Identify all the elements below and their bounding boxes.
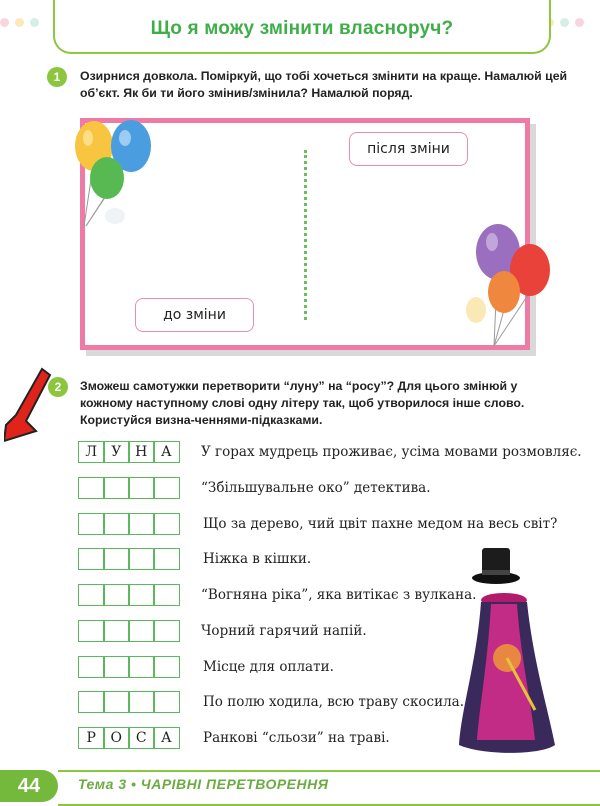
word-row	[78, 620, 178, 642]
divider-dotted-line	[304, 150, 307, 320]
page-number: 44	[0, 770, 58, 802]
clue-text: Чорний гарячий напій.	[201, 623, 367, 639]
task-number-1: 1	[47, 67, 67, 87]
word-row	[78, 548, 178, 570]
clue-text: “Збільшувальне око” детектива.	[201, 480, 431, 496]
clue-text: Ранкові “сльози” на траві.	[203, 730, 390, 746]
letter-cell[interactable]: Л	[78, 441, 105, 463]
clue-text: У горах мудрець проживає, усіма мовами розмовляє.	[201, 444, 582, 460]
letter-cell[interactable]	[128, 477, 155, 499]
letter-cell[interactable]	[153, 691, 180, 713]
letter-cell[interactable]	[128, 584, 155, 606]
letter-cell[interactable]	[103, 548, 130, 570]
letter-cell[interactable]: О	[103, 727, 130, 749]
decor-dots-left	[0, 14, 60, 28]
clue-text: Ніжка в кішки.	[203, 551, 312, 567]
clue-text: По полю ходила, всю траву скосила.	[203, 694, 464, 710]
red-arrow-icon	[4, 365, 56, 443]
magician-hat-cloak-icon	[455, 540, 575, 762]
letter-cell[interactable]	[128, 548, 155, 570]
letter-cell[interactable]: Р	[78, 727, 105, 749]
clue-text: Місце для оплати.	[203, 659, 334, 675]
decor-dots-right	[545, 14, 600, 28]
letter-cell[interactable]	[153, 620, 180, 642]
letter-cell[interactable]	[78, 584, 105, 606]
task-2-instructions: Зможеш самотужки перетворити “луну” на “росу”? Для цього змінюй у кожному наступному слові одну літеру так, щоб утворилося інше слово. Користуйся визна-ченнями-підказками.	[80, 379, 525, 427]
title-box	[53, 0, 551, 54]
letter-cell[interactable]	[128, 691, 155, 713]
letter-cell[interactable]	[78, 656, 105, 678]
letter-cell[interactable]	[153, 513, 180, 535]
word-row	[78, 513, 178, 535]
clue-text: Що за дерево, чий цвіт пахне медом на весь світ?	[203, 516, 558, 532]
letter-cell[interactable]	[128, 656, 155, 678]
letter-cell[interactable]: У	[103, 441, 130, 463]
letter-cell[interactable]: Н	[128, 441, 155, 463]
word-row	[78, 691, 178, 713]
letter-cell[interactable]	[78, 620, 105, 642]
word-row	[78, 441, 178, 463]
label-after-change: після зміни	[349, 132, 468, 166]
clue-text: “Вогняна ріка”, яка витікає з вулкана.	[201, 587, 477, 603]
word-row	[78, 584, 178, 606]
letter-cell[interactable]	[153, 477, 180, 499]
letter-cell[interactable]	[153, 584, 180, 606]
word-row	[78, 477, 178, 499]
letter-cell[interactable]	[103, 620, 130, 642]
letter-cell[interactable]	[128, 620, 155, 642]
letter-cell[interactable]	[103, 584, 130, 606]
letter-cell[interactable]	[78, 691, 105, 713]
letter-cell[interactable]	[128, 513, 155, 535]
letter-cell[interactable]: С	[128, 727, 155, 749]
footer-topic: Тема 3 • ЧАРІВНІ ПЕРЕТВОРЕННЯ	[78, 776, 329, 792]
letter-cell[interactable]: А	[153, 441, 180, 463]
word-row	[78, 727, 178, 749]
task-1-instructions: Озирнися довкола. Поміркуй, що тобі хочеться змінити на краще. Намалюй цей об’єкт. Як би ти його змінив/змінила? Намалюй поряд.	[80, 69, 568, 100]
letter-cell[interactable]	[103, 691, 130, 713]
task-number-2: 2	[48, 377, 68, 397]
letter-cell[interactable]	[103, 513, 130, 535]
letter-cell[interactable]	[103, 656, 130, 678]
page-title: Що я можу змінити власноруч?	[150, 18, 454, 39]
word-row	[78, 656, 178, 678]
balloons-icon-right	[462, 222, 556, 352]
balloons-icon-left	[70, 118, 160, 230]
letter-cell[interactable]: А	[153, 727, 180, 749]
letter-cell[interactable]	[78, 477, 105, 499]
letter-cell[interactable]	[78, 548, 105, 570]
letter-cell[interactable]	[153, 548, 180, 570]
label-before-change: до зміни	[135, 298, 254, 332]
letter-cell[interactable]	[103, 477, 130, 499]
letter-cell[interactable]	[153, 656, 180, 678]
letter-cell[interactable]	[78, 513, 105, 535]
